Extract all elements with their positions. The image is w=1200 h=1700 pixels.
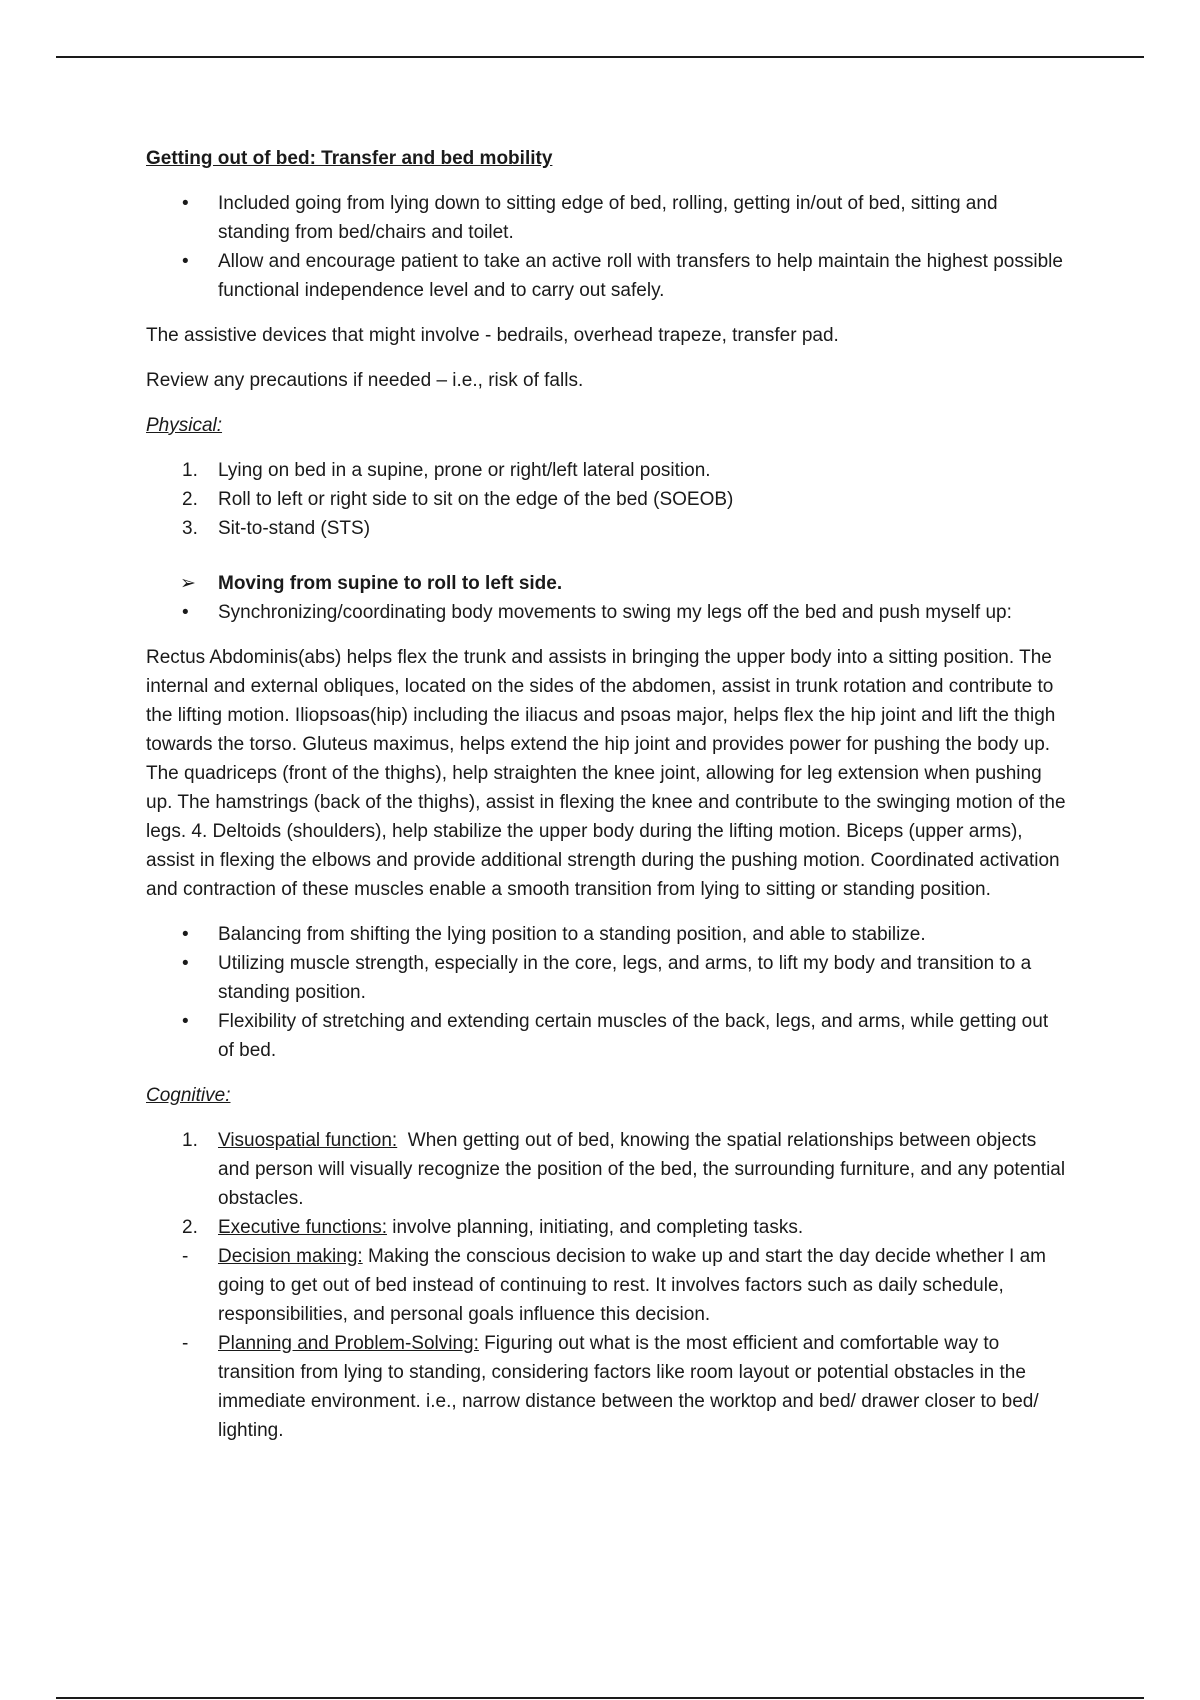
intro-bullet-list: [146, 189, 1066, 305]
list-item: • Balancing from shifting the lying position to a standing position, and able to stabilize.: [146, 920, 1066, 949]
bullet-icon: •: [182, 1011, 189, 1032]
document-body: [146, 144, 1071, 1461]
list-item: • Included going from lying down to sitting edge of bed, rolling, getting in/out of bed, sitting and standing from bed/chairs and toilet.: [146, 189, 1066, 247]
list-item: • Synchronizing/coordinating body movements to swing my legs off the bed and push myself up:: [146, 598, 1066, 627]
step-number: 2.: [182, 489, 198, 510]
document-title: Getting out of bed: Transfer and bed mobility: [146, 148, 553, 169]
item-marker: 2.: [182, 1217, 198, 1238]
cognitive-heading: Cognitive:: [146, 1085, 231, 1106]
step-number: 3.: [182, 518, 198, 539]
list-item: 2. Roll to left or right side to sit on the edge of the bed (SOEOB): [146, 485, 1066, 514]
list-item: 2. Executive functions: involve planning, initiating, and completing tasks.: [146, 1213, 1066, 1242]
bullet-icon: •: [182, 251, 189, 272]
item-marker: -: [182, 1333, 189, 1354]
list-item: • Flexibility of stretching and extending certain muscles of the back, legs, and arms, while getting out of bed.: [146, 1007, 1066, 1065]
precautions-text: Review any precautions if needed – i.e., risk of falls.: [146, 370, 584, 391]
list-item: - Planning and Problem-Solving: Figuring out what is the most efficient and comfortable way to transition from lying to standing, considering factors like room layout or potential obstacles in the immediate environment. i.e., narrow distance between the worktop and bed/ drawer closer to bed/ lighting.: [146, 1329, 1066, 1445]
item-label: Visuospatial function:: [218, 1130, 398, 1151]
muscles-paragraph: Rectus Abdominis(abs) helps flex the trunk and assists in bringing the upper body into a sitting position. The internal and external obliques, located on the sides of the abdomen, assist in trunk rotation and contribute to the lifting motion. Iliopsoas(hip) including the iliacus and psoas major, helps flex the hip joint and lift the thigh towards the torso. Gluteus maximus, helps extend the hip joint and provides power for pushing the body up. The quadriceps (front of the thighs), help straighten the knee joint, allowing for leg extension when pushing up. The hamstrings (back of the thighs), assist in flexing the knee and contribute to the swinging motion of the legs. 4. Deltoids (shoulders), help stabilize the upper body during the lifting motion. Biceps (upper arms), assist in flexing the elbows and provide additional strength during the pushing motion. Coordinated activation and contraction of these muscles enable a smooth transition from lying to sitting or standing position.: [146, 647, 1066, 900]
list-item: - Decision making: Making the conscious decision to wake up and start the day decide whether I am going to get out of bed instead of continuing to rest. It involves factors such as daily schedule, responsibilities, and personal goals influence this decision.: [146, 1242, 1066, 1329]
list-item: ➢ Moving from supine to roll to left side.: [146, 569, 1066, 598]
bullet-icon: •: [182, 924, 189, 945]
list-item: 3. Sit-to-stand (STS): [146, 514, 1066, 543]
arrow-icon: ➢: [180, 573, 196, 594]
top-rule: [56, 56, 1144, 58]
bottom-rule: [56, 1697, 1144, 1699]
list-item: 1. Visuospatial function: When getting out of bed, knowing the spatial relationships between objects and person will visually recognize the position of the bed, the surrounding furniture, and any potential obstacles.: [146, 1126, 1066, 1213]
bullet-icon: •: [182, 953, 189, 974]
bullet-icon: •: [182, 602, 189, 623]
physical-steps-list: [146, 456, 1066, 543]
item-marker: 1.: [182, 1130, 198, 1151]
bullet-icon: •: [182, 193, 189, 214]
physical-heading: Physical:: [146, 415, 223, 436]
item-marker: -: [182, 1246, 189, 1267]
step-number: 1.: [182, 460, 198, 481]
item-label: Planning and Problem-Solving:: [218, 1333, 479, 1354]
assistive-devices-text: The assistive devices that might involve - bedrails, overhead trapeze, transfer pad.: [146, 325, 839, 346]
item-label: Decision making:: [218, 1246, 363, 1267]
physical-bullet-list: [146, 920, 1066, 1065]
cognitive-list: [146, 1126, 1071, 1445]
list-item: • Utilizing muscle strength, especially in the core, legs, and arms, to lift my body and transition to a standing position.: [146, 949, 1066, 1007]
item-label: Executive functions:: [218, 1217, 387, 1238]
list-item: • Allow and encourage patient to take an active roll with transfers to help maintain the highest possible functional independence level and to carry out safely.: [146, 247, 1066, 305]
supine-roll-list: [146, 569, 1066, 627]
list-item: 1. Lying on bed in a supine, prone or right/left lateral position.: [146, 456, 1066, 485]
